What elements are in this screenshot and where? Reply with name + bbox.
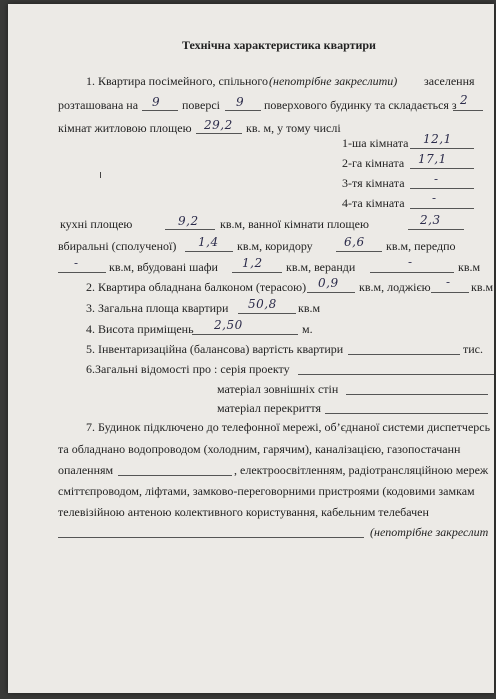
p7-line4: сміттєпроводом, ліфтами, замково-переговорними пристроями (кодовими замкам (58, 484, 475, 498)
p1-line2-text: розташована на (58, 98, 139, 112)
ceiling-line (325, 413, 488, 414)
room4-value: - (432, 191, 437, 205)
floors-total-line (225, 110, 261, 111)
loggia-line (431, 292, 469, 293)
p1-line1-text: 1. Квартира посімейного, спільного (86, 74, 269, 88)
toilet-label: вбиральні (сполученої) (58, 239, 177, 253)
series-line (298, 374, 494, 375)
hall-line (58, 272, 106, 273)
hall-value: - (74, 256, 79, 270)
document-title: Технічна характеристика квартири (182, 38, 376, 52)
veranda-unit: кв.м (458, 260, 481, 274)
height-value: 2,50 (214, 318, 243, 332)
room2-line (410, 168, 474, 169)
living-area-value: 29,2 (204, 118, 233, 132)
p6-text: 6.Загальні відомості про : серія проекту (86, 362, 290, 376)
kitchen-line (165, 229, 215, 230)
p1-line3-text: кімнат житловою площею (58, 121, 192, 135)
kitchen-value: 9,2 (178, 214, 199, 228)
p7-line3-label: опаленням (58, 463, 114, 477)
p2-text: 2. Квартира обладнана балконом (терасою) (86, 280, 307, 294)
rooms-line (453, 110, 483, 111)
p3-unit: кв.м (298, 301, 321, 315)
p1-line3-end: кв. м, у тому числі (246, 121, 341, 135)
height-line (192, 334, 298, 335)
p5-unit: тис. (463, 342, 483, 356)
p5-text: 5. Інвентаризаційна (балансова) вартість квартири (86, 342, 344, 356)
document-page (8, 4, 494, 693)
rooms-value: 2 (460, 93, 469, 107)
total-area-line (238, 313, 296, 314)
p7-line6-italic: (непотрібне закреслит (370, 525, 489, 539)
veranda-label: кв.м, веранди (286, 260, 356, 274)
room1-line (410, 148, 474, 149)
p3-text: 3. Загальна площа квартири (86, 301, 229, 315)
veranda-line (370, 272, 454, 273)
value-line (348, 354, 460, 355)
p7-line5: телевізійною антеною колективного користування, кабельним телебачен (58, 505, 429, 519)
room1-value: 12,1 (423, 132, 452, 146)
pen-mark (100, 172, 101, 178)
loggia-unit: кв.м (471, 280, 494, 294)
heating-line (118, 475, 232, 476)
walls-label: матеріал зовнішніх стін (217, 382, 339, 396)
bath-label: кв.м, ванної кімнати площею (220, 217, 369, 231)
kitchen-label: кухні площею (60, 217, 133, 231)
p1-line1-end: заселення (424, 74, 475, 88)
p1-line2-end: поверхового будинку та складається з (264, 98, 457, 112)
bath-value: 2,3 (420, 213, 441, 227)
loggia-value: - (446, 275, 451, 289)
corridor-label: кв.м, коридору (237, 239, 313, 253)
p7-line3-end: , електроосвітленням, радіотрансляційною мереж (234, 463, 489, 477)
corridor-line (336, 251, 382, 252)
balcony-line (307, 292, 355, 293)
p4-unit: м. (302, 322, 313, 336)
total-area-value: 50,8 (248, 297, 277, 311)
bath-line (408, 229, 464, 230)
balcony-value: 0,9 (318, 276, 339, 290)
closets-label: кв.м, вбудовані шафи (109, 260, 218, 274)
closets-value: 1,2 (242, 256, 263, 270)
p1-line2-mid: поверсі (182, 98, 221, 112)
loggia-label: кв.м, лоджією (359, 280, 431, 294)
room2-value: 17,1 (418, 152, 447, 166)
p7-line2: та обладнано водопроводом (холодним, гарячим), каналізацією, газопостачанн (58, 442, 461, 456)
floor-value: 9 (152, 95, 161, 109)
living-area-line (196, 133, 242, 134)
room4-label: 4-та кімната (342, 196, 405, 210)
walls-line (346, 394, 488, 395)
closets-line (232, 272, 282, 273)
hall-label: кв.м, передпо (386, 239, 456, 253)
veranda-value: - (408, 255, 413, 269)
room1-label: 1-ша кімната (342, 136, 409, 150)
cable-line (58, 537, 364, 538)
corridor-value: 6,6 (344, 235, 365, 249)
floor-line (142, 110, 178, 111)
ceiling-label: матеріал перекриття (217, 401, 322, 415)
room3-label: 3-тя кімната (342, 176, 405, 190)
toilet-value: 1,4 (198, 235, 219, 249)
room3-line (410, 188, 474, 189)
toilet-line (185, 251, 233, 252)
p1-line1-italic: (непотрібне закреслити) (269, 74, 398, 88)
room2-label: 2-га кімната (342, 156, 405, 170)
p4-text: 4. Висота приміщень (86, 322, 194, 336)
p7-line1: 7. Будинок підключено до телефонної мережі, об’єднаної системи диспетчерсь (86, 420, 491, 434)
room4-line (410, 208, 474, 209)
floors-total-value: 9 (236, 95, 245, 109)
room3-value: - (434, 172, 439, 186)
